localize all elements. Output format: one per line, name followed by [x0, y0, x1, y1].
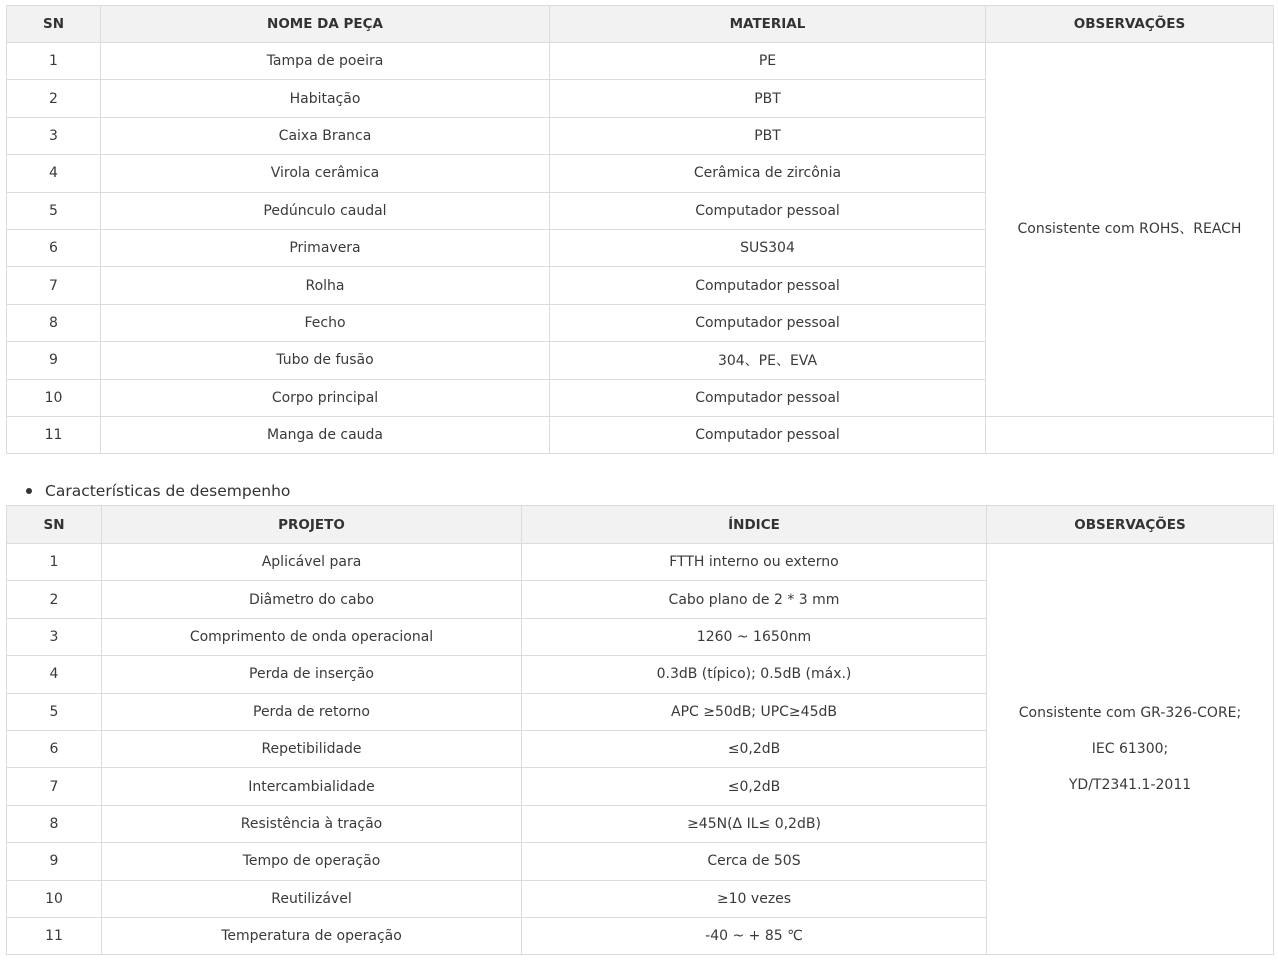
- cell-index: Cabo plano de 2 * 3 mm: [522, 581, 987, 618]
- cell-sn: 7: [7, 267, 101, 304]
- cell-material: Computador pessoal: [550, 379, 986, 416]
- cell-index: 0.3dB (típico); 0.5dB (máx.): [522, 656, 987, 693]
- cell-project: Resistência à tração: [102, 805, 522, 842]
- header-index: ÍNDICE: [522, 506, 987, 544]
- cell-sn: 1: [7, 544, 102, 581]
- cell-sn: 10: [7, 880, 102, 917]
- parts-table: [6, 5, 1274, 454]
- cell-sn: 8: [7, 304, 101, 341]
- cell-sn: 7: [7, 768, 102, 805]
- cell-observation: Consistente com ROHS、REACH: [986, 43, 1274, 417]
- cell-index: ≤0,2dB: [522, 730, 987, 767]
- cell-part-name: Tampa de poeira: [101, 43, 550, 80]
- table-row: [7, 43, 1274, 80]
- observation-line: YD/T2341.1-2011: [1068, 777, 1192, 794]
- cell-index: -40 ~ + 85 ℃: [522, 917, 987, 954]
- cell-sn: 5: [7, 693, 102, 730]
- header-project: PROJETO: [102, 506, 522, 544]
- cell-sn: 6: [7, 730, 102, 767]
- cell-sn: 9: [7, 843, 102, 880]
- table-header-row: [7, 506, 1274, 544]
- cell-material: PE: [550, 43, 986, 80]
- cell-sn: 3: [7, 117, 101, 154]
- cell-project: Perda de retorno: [102, 693, 522, 730]
- cell-sn: 1: [7, 43, 101, 80]
- cell-material: Computador pessoal: [550, 267, 986, 304]
- cell-project: Reutilizável: [102, 880, 522, 917]
- cell-sn: 4: [7, 155, 101, 192]
- cell-part-name: Tubo de fusão: [101, 342, 550, 379]
- cell-part-name: Rolha: [101, 267, 550, 304]
- cell-sn: 6: [7, 229, 101, 266]
- section-heading: [20, 480, 290, 502]
- cell-part-name: Primavera: [101, 229, 550, 266]
- section-heading-text: Características de desempenho: [45, 482, 291, 500]
- cell-material: Cerâmica de zircônia: [550, 155, 986, 192]
- cell-material: PBT: [550, 80, 986, 117]
- observation-line: Consistente com GR-326-CORE;: [1018, 705, 1242, 722]
- cell-index: ≥45N(Δ IL≤ 0,2dB): [522, 805, 987, 842]
- cell-material: 304、PE、EVA: [550, 342, 986, 379]
- cell-sn: 11: [7, 416, 101, 453]
- cell-sn: 2: [7, 581, 102, 618]
- cell-project: Repetibilidade: [102, 730, 522, 767]
- header-material: MATERIAL: [550, 6, 986, 43]
- cell-part-name: Habitação: [101, 80, 550, 117]
- cell-sn: 5: [7, 192, 101, 229]
- cell-part-name: Caixa Branca: [101, 117, 550, 154]
- cell-sn: 11: [7, 917, 102, 954]
- cell-material: Computador pessoal: [550, 416, 986, 453]
- header-observations: OBSERVAÇÕES: [986, 6, 1274, 43]
- cell-index: APC ≥50dB; UPC≥45dB: [522, 693, 987, 730]
- cell-index: FTTH interno ou externo: [522, 544, 987, 581]
- cell-project: Aplicável para: [102, 544, 522, 581]
- header-sn: SN: [7, 506, 102, 544]
- cell-part-name: Virola cerâmica: [101, 155, 550, 192]
- observation-line: IEC 61300;: [1091, 741, 1169, 758]
- cell-material: Computador pessoal: [550, 192, 986, 229]
- cell-observation-empty: [986, 416, 1274, 453]
- bullet-icon: [26, 488, 32, 494]
- cell-sn: 3: [7, 618, 102, 655]
- table-row: [7, 416, 1274, 453]
- cell-index: Cerca de 50S: [522, 843, 987, 880]
- table-header-row: [7, 6, 1274, 43]
- cell-part-name: Pedúnculo caudal: [101, 192, 550, 229]
- header-observations: OBSERVAÇÕES: [987, 506, 1274, 544]
- table-row: [7, 544, 1274, 581]
- cell-part-name: Corpo principal: [101, 379, 550, 416]
- cell-index: ≥10 vezes: [522, 880, 987, 917]
- performance-table: [6, 505, 1274, 955]
- cell-sn: 2: [7, 80, 101, 117]
- cell-part-name: Fecho: [101, 304, 550, 341]
- cell-sn: 9: [7, 342, 101, 379]
- cell-sn: 8: [7, 805, 102, 842]
- cell-material: Computador pessoal: [550, 304, 986, 341]
- cell-material: SUS304: [550, 229, 986, 266]
- cell-project: Tempo de operação: [102, 843, 522, 880]
- cell-sn: 4: [7, 656, 102, 693]
- cell-sn: 10: [7, 379, 101, 416]
- cell-index: ≤0,2dB: [522, 768, 987, 805]
- cell-project: Comprimento de onda operacional: [102, 618, 522, 655]
- cell-project: Diâmetro do cabo: [102, 581, 522, 618]
- cell-project: Temperatura de operação: [102, 917, 522, 954]
- cell-index: 1260 ~ 1650nm: [522, 618, 987, 655]
- cell-observation: [987, 544, 1274, 955]
- cell-project: Perda de inserção: [102, 656, 522, 693]
- header-sn: SN: [7, 6, 101, 43]
- header-part-name: NOME DA PEÇA: [101, 6, 550, 43]
- cell-material: PBT: [550, 117, 986, 154]
- cell-part-name: Manga de cauda: [101, 416, 550, 453]
- cell-project: Intercambialidade: [102, 768, 522, 805]
